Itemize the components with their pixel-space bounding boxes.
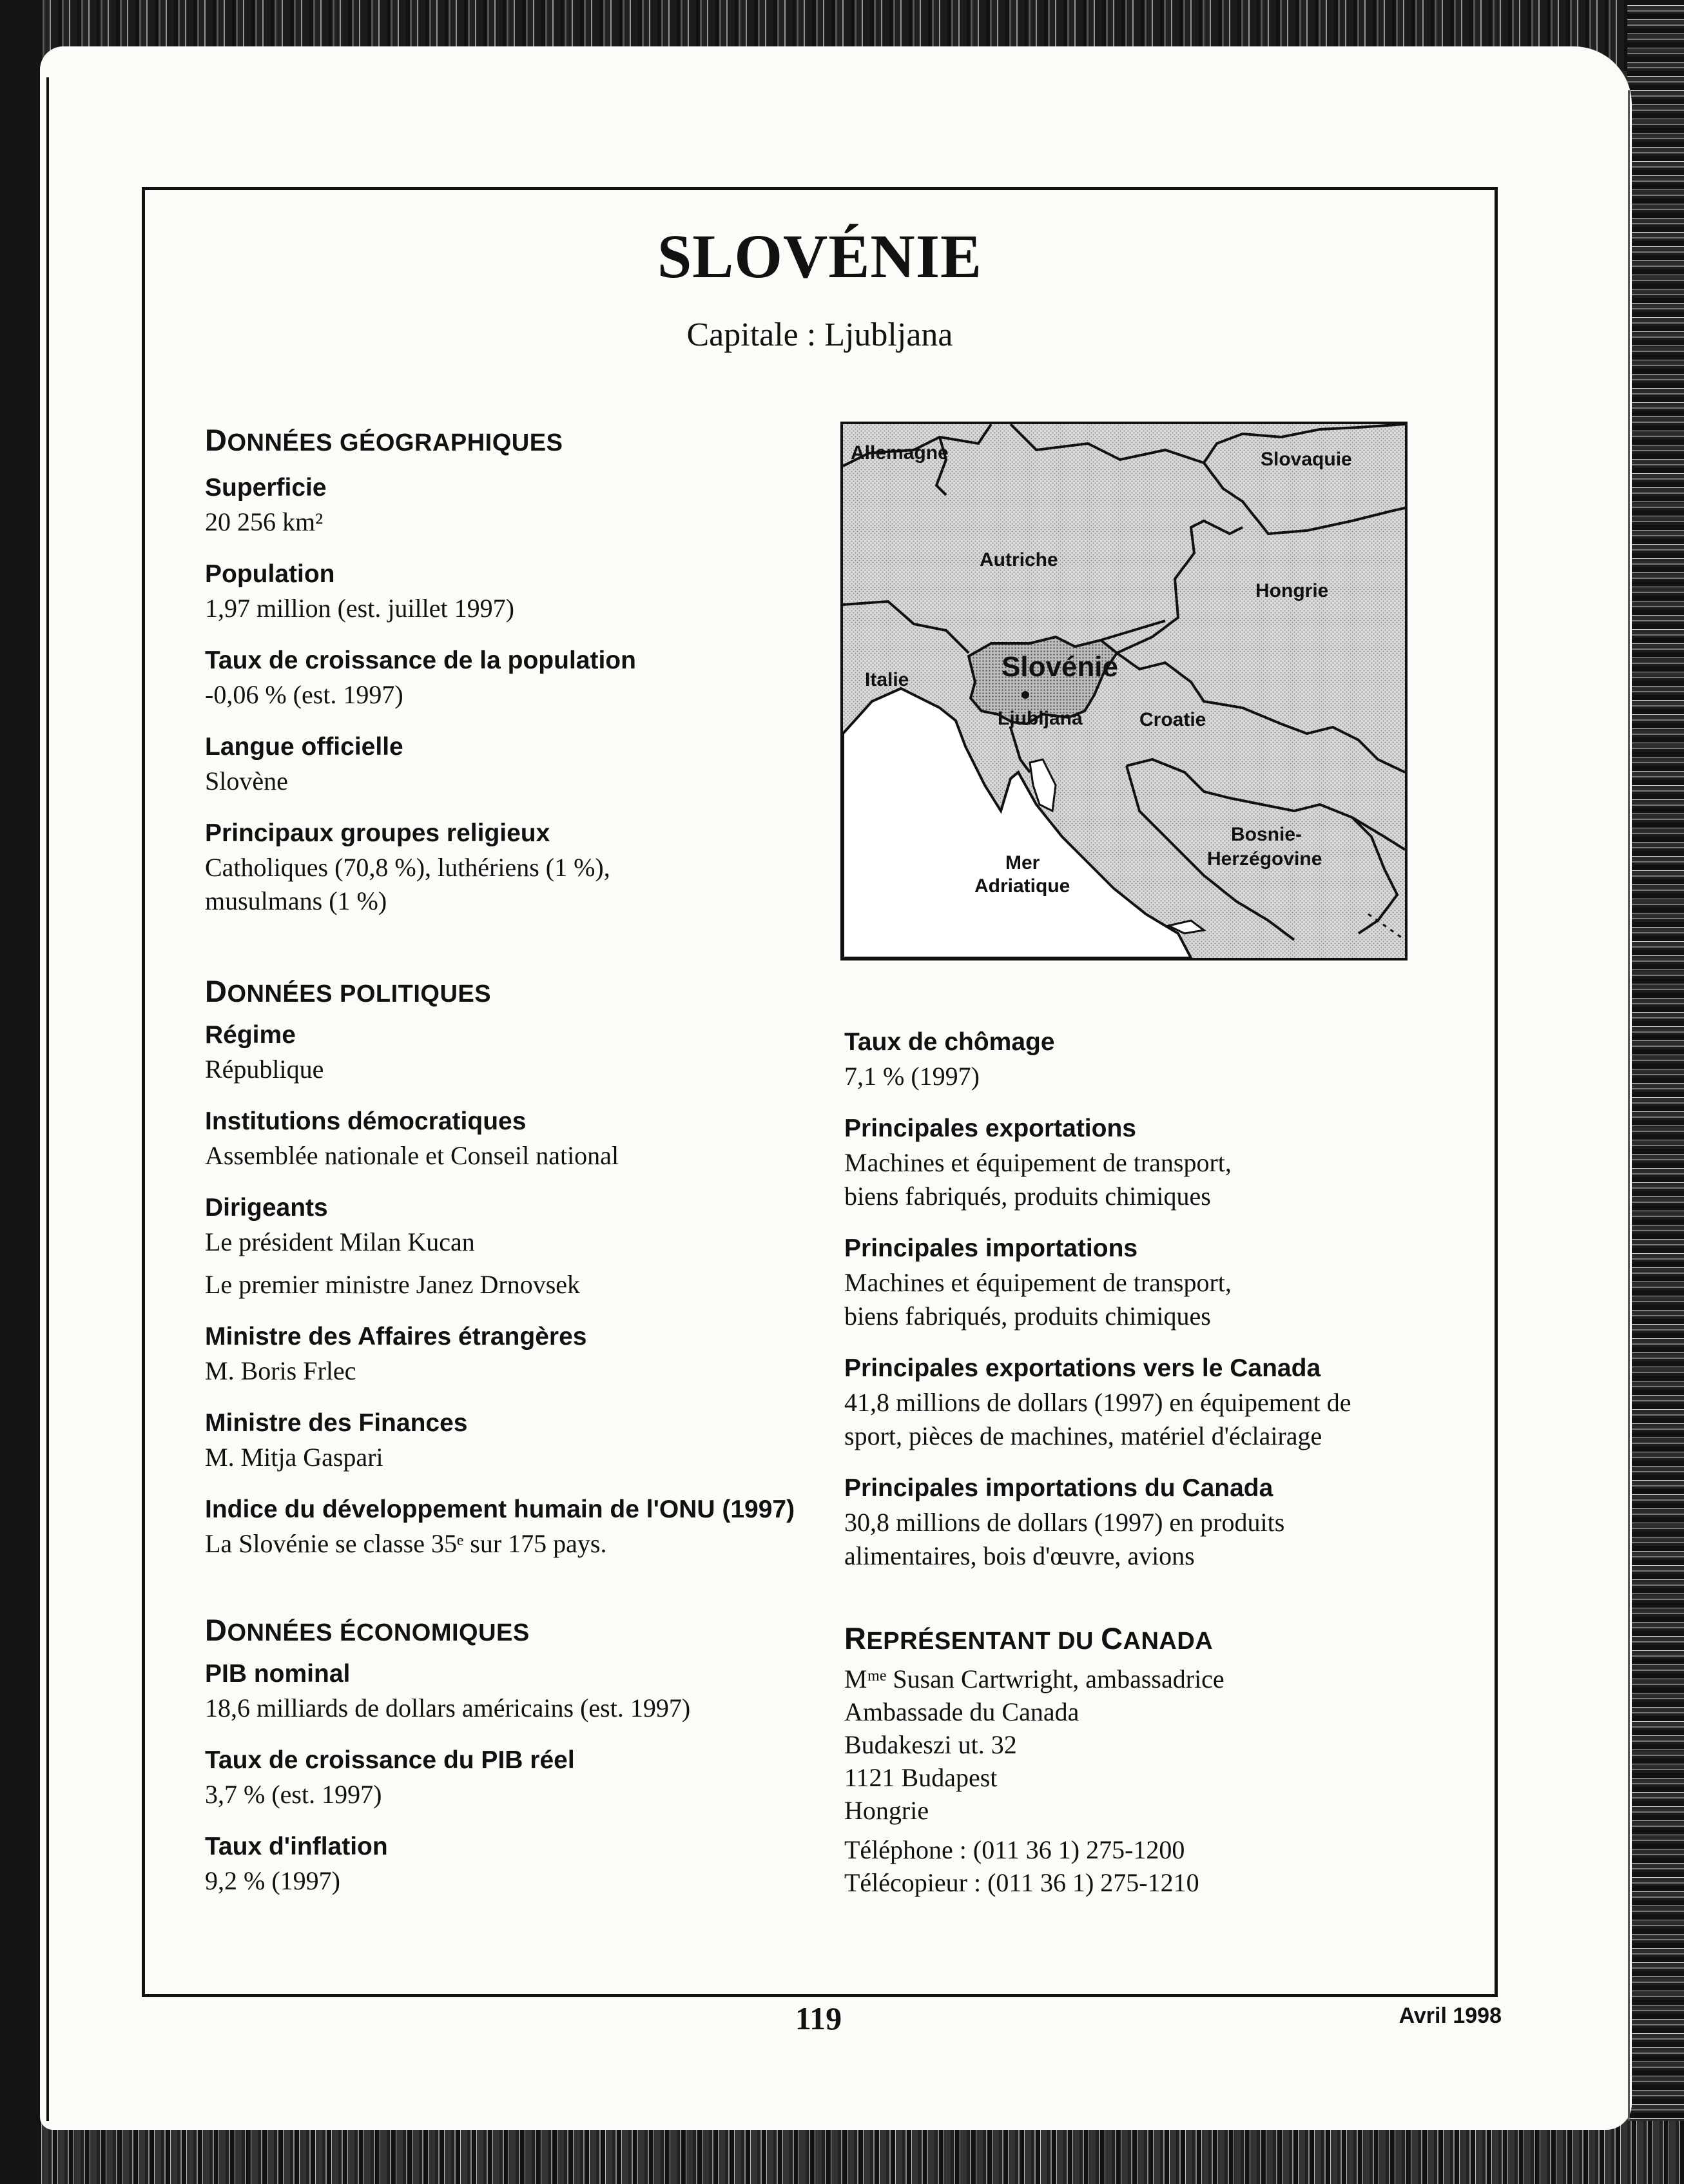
- map-label-slovenie: Slovénie: [1002, 651, 1118, 683]
- pol-value-finance-minister: M. Mitja Gaspari: [205, 1443, 383, 1472]
- geo-value-language: Slovène: [205, 766, 288, 795]
- right-column: [844, 1025, 1450, 1899]
- map-label-autriche: Autriche: [980, 549, 1058, 570]
- pol-item: [205, 1104, 849, 1173]
- eco-label-gdp: PIB nominal: [205, 1660, 351, 1688]
- geo-item: [205, 471, 849, 539]
- eco-label-inflation: Taux d'inflation: [205, 1833, 388, 1860]
- map-label-italie: Italie: [865, 669, 909, 690]
- map-label-adriatique: Adriatique: [974, 875, 1070, 897]
- eco-item: [205, 1829, 849, 1898]
- geo-item: [205, 557, 849, 625]
- rep-line-embassy: Ambassade du Canada: [844, 1697, 1079, 1726]
- map-label-croatie: Croatie: [1139, 709, 1206, 730]
- pol-section-title: [205, 973, 849, 1009]
- eco-value-exports-canada-2: sport, pièces de machines, matériel d'éclairage: [844, 1421, 1322, 1450]
- rep-line-street: Budakeszi ut. 32: [844, 1730, 1017, 1759]
- geo-value-religion: Catholiques (70,8 %), luthériens (1 %),: [205, 853, 610, 882]
- pol-value-foreign-minister: M. Boris Frlec: [205, 1356, 356, 1385]
- geo-value-superficie: 20 256 km²: [205, 507, 324, 536]
- geo-label-population: Population: [205, 560, 335, 588]
- eco-item: [844, 1471, 1450, 1573]
- pol-title-initial: D: [205, 974, 227, 1008]
- eco-value-unemployment: 7,1 % (1997): [844, 1062, 980, 1091]
- region-map: [840, 422, 1408, 960]
- eco-title-initial: D: [205, 1613, 227, 1647]
- eco-value-imports: Machines et équipement de transport,: [844, 1268, 1232, 1297]
- pol-value-president: Le président Milan Kucan: [205, 1227, 475, 1256]
- eco-item: [844, 1111, 1450, 1213]
- eco-item: [205, 1657, 849, 1725]
- eco-item: [844, 1351, 1450, 1453]
- rep-phone: Téléphone : (011 36 1) 275-1200: [844, 1835, 1185, 1864]
- eco-label-unemployment: Taux de chômage: [844, 1028, 1055, 1056]
- pol-title-rest: ONNÉES POLITIQUES: [227, 980, 492, 1008]
- binding-edge: [46, 77, 49, 2121]
- page-number: 119: [795, 2000, 842, 2036]
- eco-label-imports-canada: Principales importations du Canada: [844, 1474, 1273, 1502]
- eco-value-exports-2: biens fabriqués, produits chimiques: [844, 1182, 1211, 1211]
- pol-label-hdi: Indice du développement humain de l'ONU (1997): [205, 1496, 795, 1523]
- eco-label-imports: Principales importations: [844, 1234, 1138, 1262]
- capital-dot: [1021, 691, 1029, 699]
- pol-item: [205, 1406, 849, 1474]
- eco-label-exports: Principales exportations: [844, 1115, 1136, 1142]
- pol-label-finance-minister: Ministre des Finances: [205, 1409, 468, 1437]
- eco-value-imports-canada: 30,8 millions de dollars (1997) en produits: [844, 1508, 1285, 1537]
- scan-border-left: [0, 0, 40, 2184]
- rep-title-rest-a: EPRÉSENTANT DU: [866, 1628, 1101, 1655]
- geo-title-initial: D: [205, 423, 227, 457]
- geo-value-religion-2: musulmans (1 %): [205, 886, 387, 915]
- pol-value-regime: République: [205, 1055, 324, 1084]
- eco-value-inflation: 9,2 % (1997): [205, 1866, 340, 1895]
- scan-border-bottom: [0, 2121, 1684, 2184]
- pol-label-leaders: Dirigeants: [205, 1194, 328, 1222]
- pol-label-foreign-minister: Ministre des Affaires étrangères: [205, 1323, 587, 1350]
- geo-item: [205, 643, 849, 712]
- rep-line-city: 1121 Budapest: [844, 1763, 998, 1792]
- map-label-hongrie: Hongrie: [1255, 580, 1329, 601]
- eco-label-exports-canada: Principales exportations vers le Canada: [844, 1354, 1321, 1382]
- eco-item: [844, 1025, 1450, 1093]
- publication-date: Avril 1998: [1398, 2004, 1502, 2028]
- geo-section-title: [205, 422, 849, 458]
- geo-label-language: Langue officielle: [205, 733, 403, 761]
- eco-value-gdp-growth: 3,7 % (est. 1997): [205, 1780, 382, 1809]
- eco-title-rest: ONNÉES ÉCONOMIQUES: [227, 1619, 530, 1646]
- scan-border-right: [1627, 0, 1684, 2184]
- map-label-slovaquie: Slovaquie: [1261, 449, 1352, 470]
- rep-title-rest-b: ANADA: [1123, 1628, 1214, 1655]
- eco-label-gdp-growth: Taux de croissance du PIB réel: [205, 1746, 575, 1774]
- capital-subtitle: Capitale : Ljubljana: [686, 317, 953, 353]
- pol-value-hdi: La Slovénie se classe 35ᵉ sur 175 pays.: [205, 1529, 607, 1558]
- left-column: [205, 422, 849, 1916]
- map-label-bosnie: Bosnie-: [1231, 824, 1302, 845]
- map-label-mer: Mer: [1005, 852, 1040, 873]
- pol-label-regime: Régime: [205, 1021, 296, 1049]
- eco-value-exports-canada: 41,8 millions de dollars (1997) en équipement de: [844, 1388, 1351, 1417]
- rep-title-initial-b: C: [1101, 1621, 1123, 1655]
- pol-item: [205, 1492, 849, 1561]
- pol-value-institutions: Assemblée nationale et Conseil national: [205, 1141, 619, 1170]
- map-label-ljubljana: Ljubljana: [998, 708, 1083, 729]
- rep-section-title: [844, 1621, 1450, 1656]
- page-title: SLOVÉNIE: [657, 222, 983, 291]
- pol-item: [205, 1191, 849, 1302]
- eco-value-gdp: 18,6 milliards de dollars américains (est. 1997): [205, 1693, 691, 1722]
- geo-label-religion: Principaux groupes religieux: [205, 819, 550, 847]
- eco-section-title: [205, 1612, 849, 1648]
- rep-line-country: Hongrie: [844, 1796, 929, 1825]
- map-drawing: [843, 424, 1405, 958]
- pol-item: [205, 1018, 849, 1086]
- page-edge: [1628, 90, 1630, 2121]
- rep-line-ambassador: Mᵐᵉ Susan Cartwright, ambassadrice: [844, 1664, 1224, 1693]
- map-label-allemagne: Allemagne: [851, 442, 949, 463]
- eco-value-imports-2: biens fabriqués, produits chimiques: [844, 1302, 1211, 1331]
- map-label-herzegovine: Herzégovine: [1207, 848, 1322, 870]
- eco-value-imports-canada-2: alimentaires, bois d'œuvre, avions: [844, 1541, 1195, 1570]
- pol-item: [205, 1320, 849, 1388]
- geo-value-growth: -0,06 % (est. 1997): [205, 680, 403, 709]
- rep-title-initial-a: R: [844, 1621, 867, 1655]
- eco-item: [205, 1743, 849, 1811]
- geo-item: [205, 730, 849, 798]
- geo-label-superficie: Superficie: [205, 474, 327, 502]
- geo-title-rest: ONNÉES GÉOGRAPHIQUES: [227, 429, 563, 456]
- eco-value-exports: Machines et équipement de transport,: [844, 1148, 1232, 1177]
- rep-fax: Télécopieur : (011 36 1) 275-1210: [844, 1868, 1199, 1897]
- rep-address: [844, 1662, 1450, 1899]
- geo-item: [205, 816, 849, 918]
- eco-item: [844, 1231, 1450, 1333]
- geo-value-population: 1,97 million (est. juillet 1997): [205, 594, 514, 623]
- pol-value-prime-minister: Le premier ministre Janez Drnovsek: [205, 1270, 581, 1299]
- pol-label-institutions: Institutions démocratiques: [205, 1107, 527, 1135]
- geo-label-growth: Taux de croissance de la population: [205, 647, 636, 674]
